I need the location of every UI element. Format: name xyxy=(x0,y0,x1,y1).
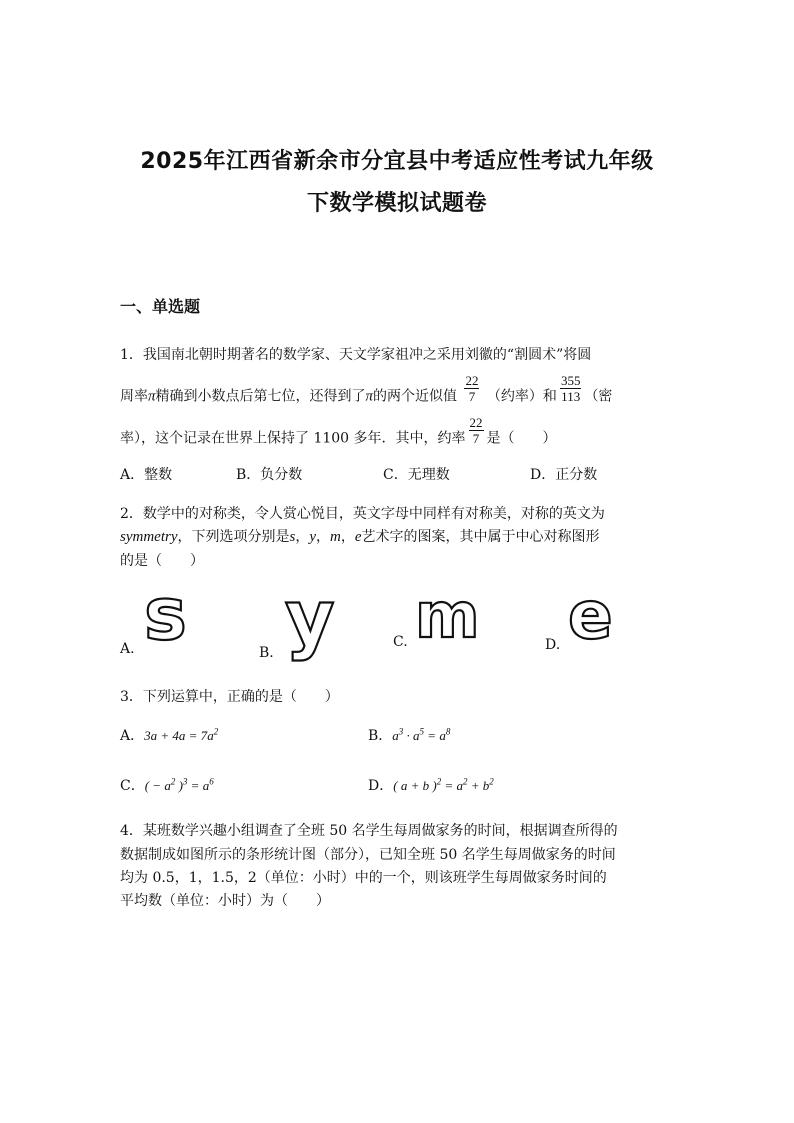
q3-label-d: D． xyxy=(368,778,394,794)
q2-option-b-label[interactable]: B. xyxy=(259,645,274,661)
q3-stem: 3．下列运算中，正确的是（ ） xyxy=(120,689,339,705)
denominator: 7 xyxy=(468,389,476,404)
q1-text: 周率 xyxy=(120,388,148,405)
q2-sep: ， xyxy=(340,529,355,545)
q1-line-1: 1．我国南北朝时期著名的数学家、天文学家祖冲之采用刘徽的“割圆术”将圆 xyxy=(120,347,592,363)
q1-option-c[interactable]: C．无理数 xyxy=(383,467,450,483)
q4-line-3: 均为 0.5，1，1.5，2（单位：小时）中的一个，则该班学生每周做家务时间的 xyxy=(120,870,607,886)
fraction-22-7 xyxy=(464,374,479,403)
q3-option-a[interactable] xyxy=(120,725,218,745)
q2-sep: ， xyxy=(316,529,330,545)
q3-option-d[interactable] xyxy=(368,775,494,795)
denominator: 113 xyxy=(561,389,581,404)
art-letter-m: m xyxy=(415,579,480,652)
q2-line-2 xyxy=(120,526,600,546)
numerator: 22 xyxy=(469,415,483,430)
section-heading: 一、单选题 xyxy=(120,297,201,316)
title-line-2: 下数学模拟试题卷 xyxy=(306,191,487,216)
fraction-355-113 xyxy=(560,374,582,403)
fraction-22-7 xyxy=(469,416,484,445)
q4-line-1: 4．某班数学兴趣小组调查了全班 50 名学生每周做家务的时间，根据调查所得的 xyxy=(120,823,618,839)
word-symmetry: symmetry xyxy=(120,529,178,545)
q1-text: （密 xyxy=(584,388,613,405)
q2-option-c-label[interactable]: C. xyxy=(393,634,408,650)
letter-s: s xyxy=(289,529,296,545)
q2-text: 艺术字的图案，其中属于中心对称图形 xyxy=(361,529,600,545)
pi-symbol: π xyxy=(148,388,156,405)
letter-m: m xyxy=(330,529,341,545)
q1-option-a[interactable]: A．整数 xyxy=(120,467,173,483)
q1-text: 率），这个记录在世界上保持了 1100 多年．其中，约率 xyxy=(120,430,466,447)
art-letter-e: e xyxy=(568,577,613,654)
q1-text: 是（ ） xyxy=(486,430,557,447)
q4-line-4: 平均数（单位：小时）为（ ） xyxy=(120,893,330,909)
q1-text: （约率）和 xyxy=(486,388,557,405)
q3-expr-a: $3a + 4a = 7a^2$ xyxy=(144,726,219,743)
q1-line-2 xyxy=(120,373,613,411)
title-line-1: 2025年江西省新余市分宜县中考适应性考试九年级 xyxy=(140,149,654,174)
q3-option-c[interactable] xyxy=(120,775,214,795)
q4-line-2: 数据制成如图所示的条形统计图（部分），已知全班 50 名学生每周做家务的时间 xyxy=(120,847,616,863)
pi-symbol: π xyxy=(365,388,374,405)
q2-line-3: 的是（ ） xyxy=(120,553,204,569)
q1-line-3 xyxy=(120,415,557,453)
letter-e: e xyxy=(354,529,362,545)
q1-option-d[interactable]: D．正分数 xyxy=(530,467,598,483)
q2-line-1: 2．数学中的对称类，令人赏心悦目，英文字母中同样有对称美，对称的英文为 xyxy=(120,506,605,522)
denominator: 7 xyxy=(472,431,480,446)
q2-text: ，下列选项分别是 xyxy=(177,529,290,545)
q1-text: 精确到小数点后第七位，还得到了 xyxy=(155,388,366,405)
art-letter-y: y xyxy=(285,573,335,662)
q1-text: 的两个近似值 xyxy=(373,388,458,405)
q2-option-a-label[interactable]: A. xyxy=(120,641,135,657)
q1-option-b[interactable]: B．负分数 xyxy=(236,467,303,483)
q2-option-d-label[interactable]: D. xyxy=(545,637,561,653)
q3-expr-b: $a^3 \cdot a^5 = a^8$ xyxy=(392,726,451,743)
q3-label-a: A． xyxy=(120,728,145,744)
q2-sep: ， xyxy=(295,529,310,545)
q3-label-b: B． xyxy=(368,728,393,744)
art-letter-s: s xyxy=(144,572,187,656)
q3-label-c: C． xyxy=(120,778,145,794)
numerator: 355 xyxy=(560,373,581,388)
q3-expr-c: ( − $a^2$ )$^3 = a^6$ xyxy=(144,776,214,793)
q3-option-b[interactable] xyxy=(368,725,450,745)
q3-expr-d: ( a + b )$^2 = a^2 + b^2$ xyxy=(393,776,494,793)
letter-y: y xyxy=(309,529,316,545)
numerator: 22 xyxy=(465,373,479,388)
